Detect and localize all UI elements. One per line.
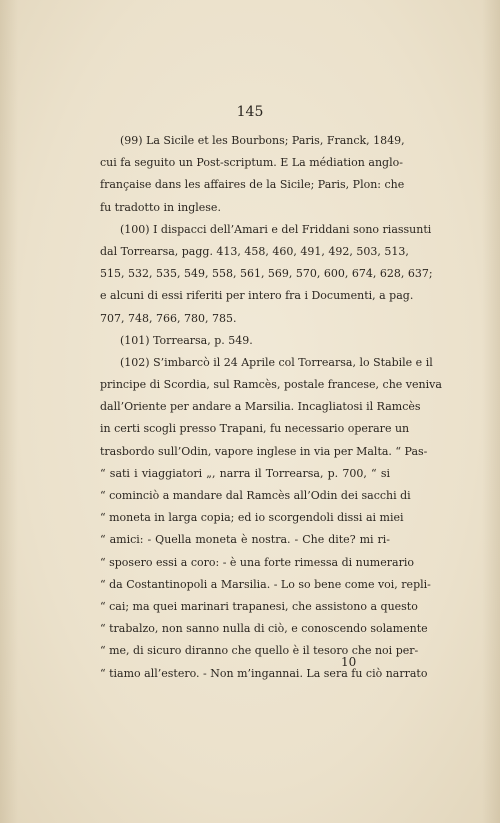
- text-line: “ moneta in larga copia; ed io scorgendoli dissi ai miei: [100, 511, 404, 525]
- right-edge-shadow: [482, 0, 500, 823]
- left-edge-shadow: [0, 0, 18, 823]
- text-line: “ sposero essi a coro: - è una forte rimessa di numerario: [100, 555, 414, 569]
- text-line: “ sati i viaggiatori „, narra il Torrearsa, p. 700, “ si: [100, 466, 390, 480]
- text-line: (101) Torrearsa, p. 549.: [120, 333, 253, 347]
- text-line: (99) La Sicile et les Bourbons; Paris, Franck, 1849,: [120, 134, 405, 147]
- page-number: 145: [236, 104, 264, 120]
- text-line: 707, 748, 766, 780, 785.: [100, 311, 237, 325]
- text-line: in certi scogli presso Trapani, fu necessario operare un: [100, 422, 410, 436]
- text-line: dall’Oriente per andare a Marsilia. Incagliatosi il Ramcès: [100, 400, 421, 414]
- printer-signature-mark: 10: [341, 655, 357, 669]
- text-line: “ me, di sicuro diranno che quello è il tesoro che noi per-: [100, 644, 419, 658]
- text-line: française dans les affaires de la Sicile; Paris, Plon: che: [100, 178, 405, 192]
- footnotes-text: [100, 130, 442, 685]
- text-line: dal Torrearsa, pagg. 413, 458, 460, 491, 492, 503, 513,: [100, 244, 409, 258]
- text-line: “ amici: - Quella moneta è nostra. - Che dite? mi ri-: [100, 533, 390, 547]
- text-line: e alcuni di essi riferiti per intero fra i Documenti, a pag.: [100, 289, 414, 303]
- text-line: 515, 532, 535, 549, 558, 561, 569, 570, 600, 674, 628, 637;: [100, 267, 433, 281]
- text-line: (100) I dispacci dell’Amari e del Friddani sono riassunti: [120, 222, 432, 236]
- text-line: (102) S’imbarcò il 24 Aprile col Torrearsa, lo Stabile e il: [120, 355, 433, 369]
- text-line: “ cominciò a mandare dal Ramcès all’Odin dei sacchi di: [100, 489, 411, 502]
- text-line: cui fa seguito un Post-scriptum. E La médiation anglo-: [100, 156, 403, 170]
- text-line: fu tradotto in inglese.: [100, 200, 221, 214]
- text-line: “ tiamo all’estero. - Non m’ingannai. La sera fu ciò narrato: [100, 666, 428, 680]
- text-line: principe di Scordia, sul Ramcès, postale francese, che veniva: [100, 378, 442, 392]
- text-line: “ cai; ma quei marinari trapanesi, che assistono a questo: [100, 599, 418, 613]
- text-line: “ trabalzo, non sanno nulla di ciò, e conoscendo solamente: [100, 622, 428, 636]
- text-line: trasbordo sull’Odin, vapore inglese in via per Malta. “ Pas-: [100, 444, 428, 458]
- text-line: “ da Costantinopoli a Marsilia. - Lo so bene come voi, repli-: [100, 577, 431, 591]
